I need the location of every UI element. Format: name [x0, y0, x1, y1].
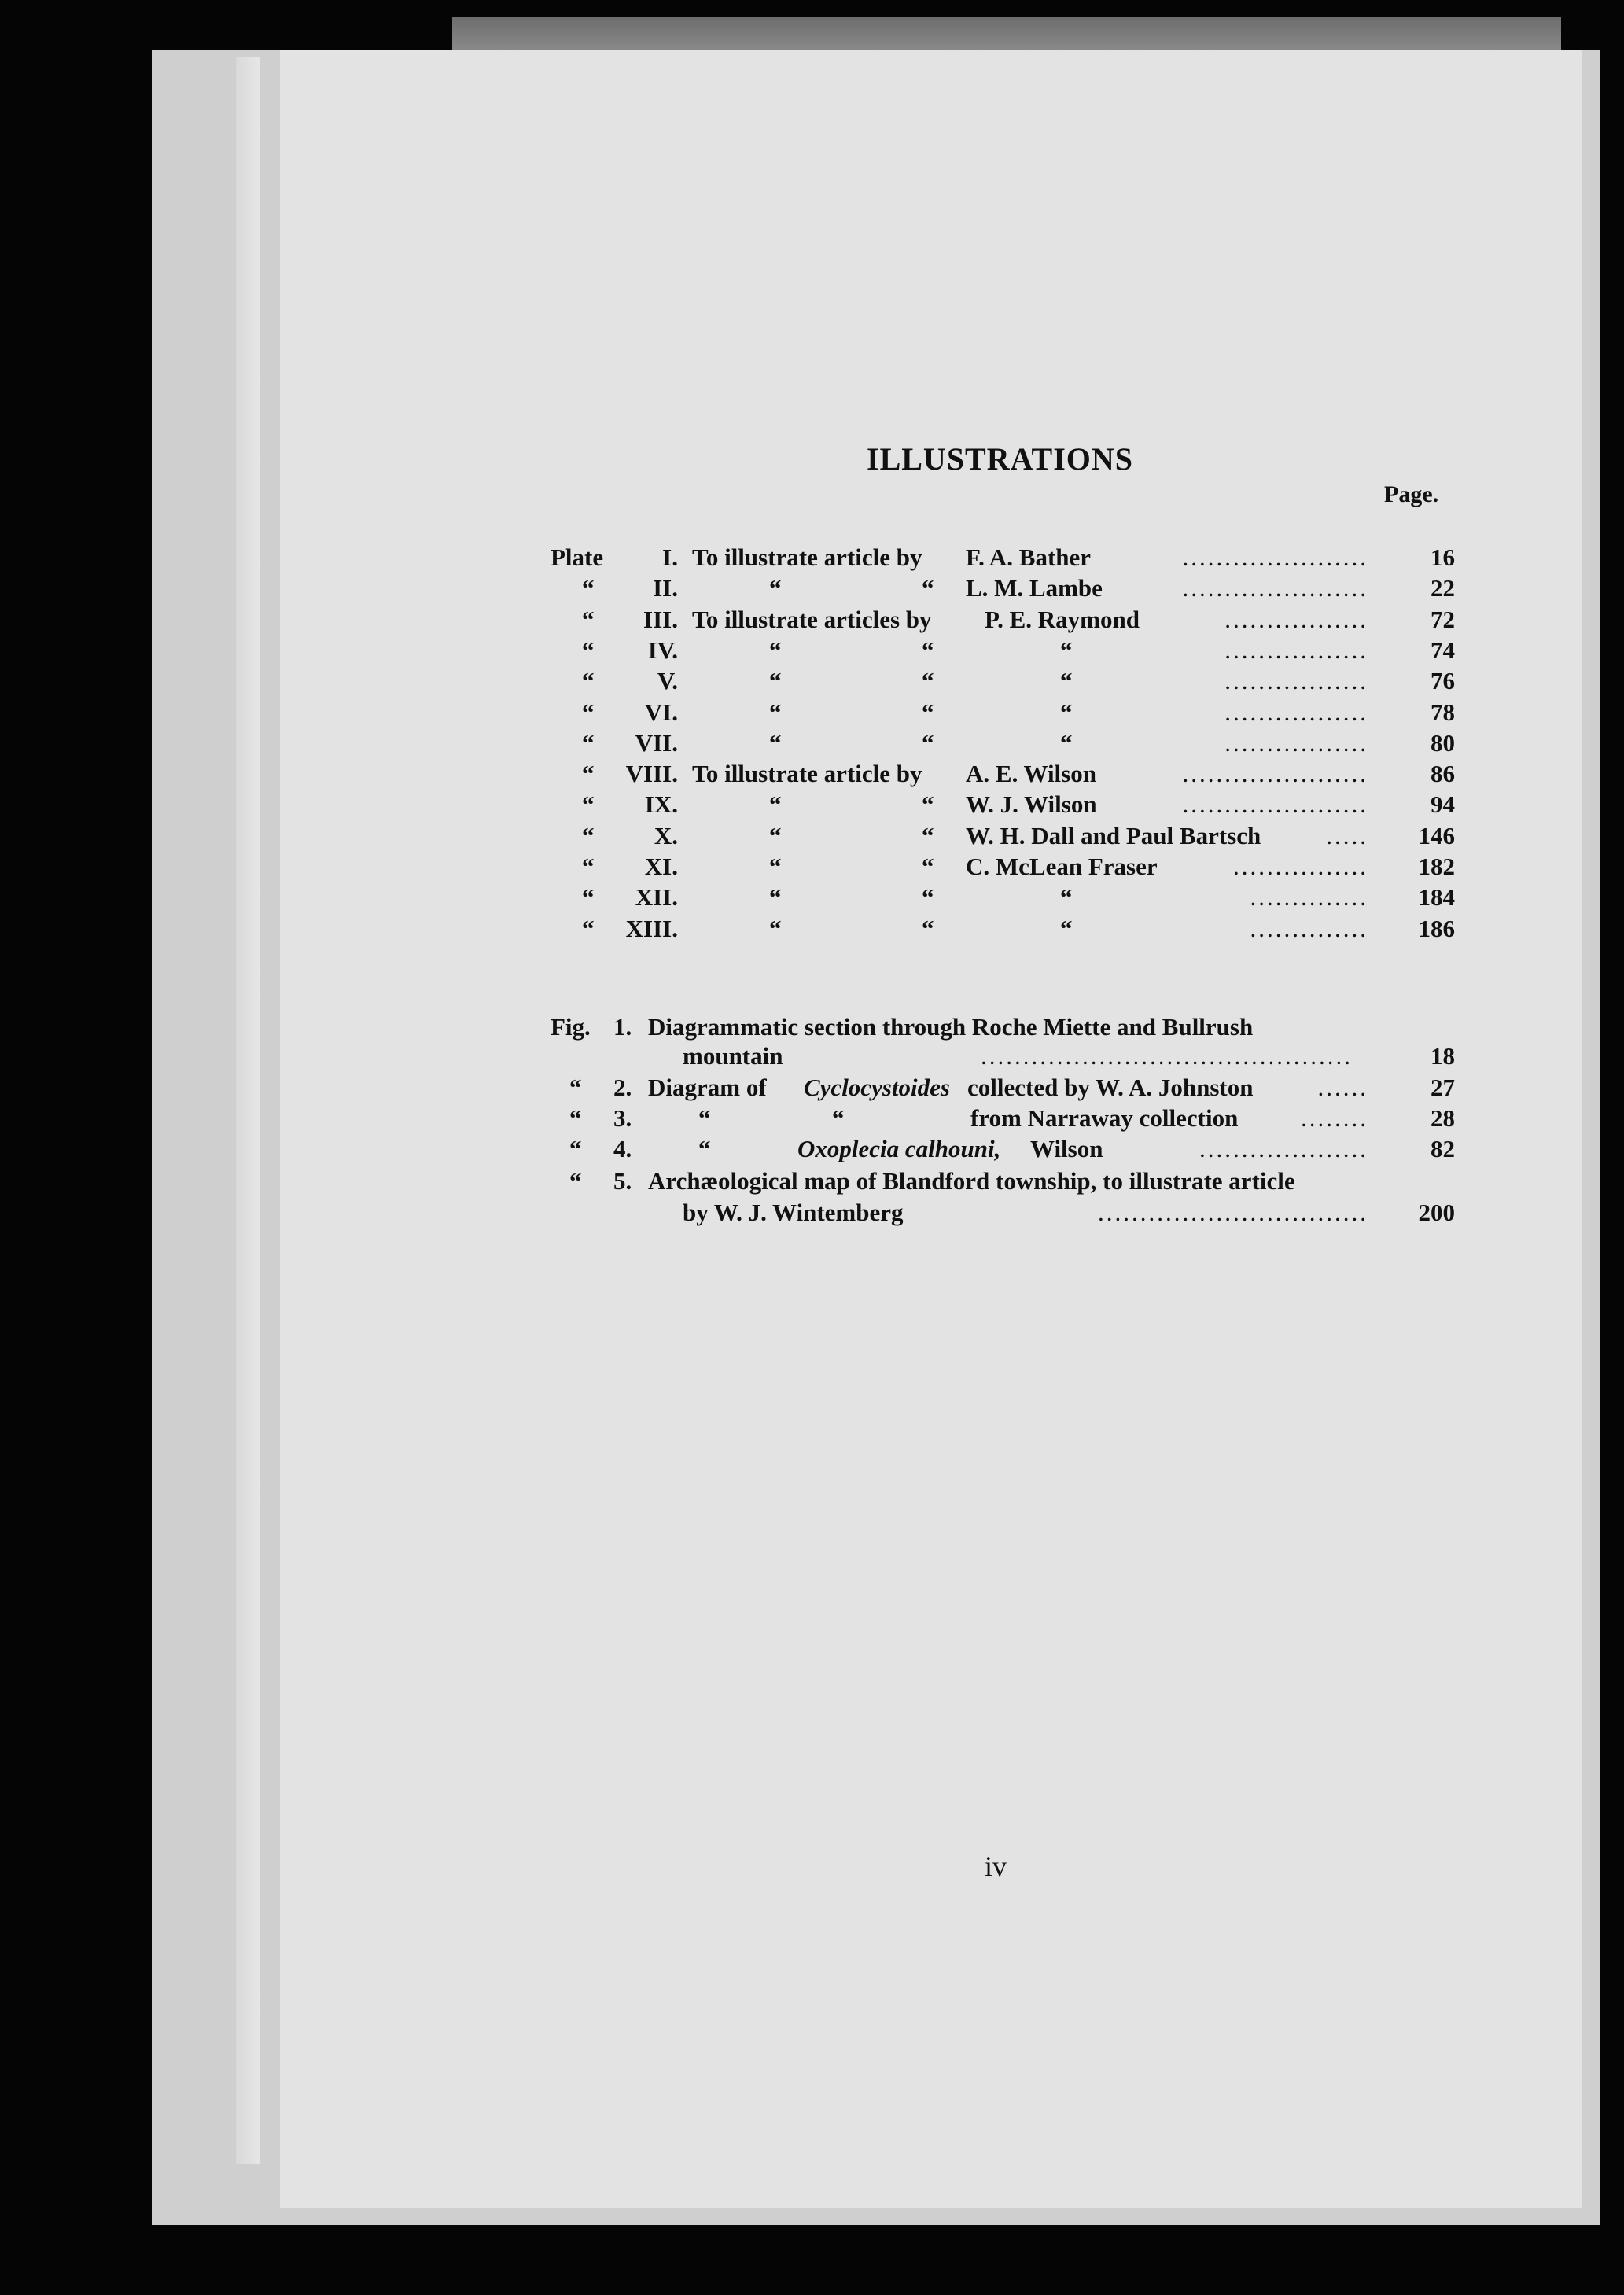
plate-numeral: V.	[657, 667, 678, 695]
plate-row	[551, 790, 1455, 820]
plate-row	[551, 821, 1455, 851]
figure-row	[551, 1073, 1455, 1103]
plate-numeral: XII.	[635, 883, 678, 912]
dot-leader: ......................	[1182, 574, 1368, 602]
ditto-mark: “	[922, 698, 934, 726]
ditto-mark: “	[582, 760, 595, 788]
figure-number: 1.	[613, 1013, 632, 1041]
plate-caption: To illustrate article by	[692, 760, 922, 788]
page-number: 76	[1431, 667, 1455, 695]
ditto-mark: “	[769, 667, 782, 695]
figure-number: 4.	[613, 1135, 632, 1162]
page-number: 72	[1431, 605, 1455, 633]
plate-numeral: IX.	[644, 790, 678, 819]
dot-leader: ......................	[1182, 543, 1368, 571]
figure-row	[551, 1166, 1455, 1196]
plate-row	[551, 698, 1455, 728]
figure-caption: Wilson	[1030, 1135, 1103, 1162]
figure-caption: Diagram of	[648, 1074, 767, 1101]
ditto-mark: “	[582, 635, 595, 664]
figure-caption-continued: mountain	[683, 1042, 783, 1070]
figure-caption-continued: by W. J. Wintemberg	[683, 1199, 904, 1226]
plate-author: P. E. Raymond	[985, 605, 1140, 633]
plate-author: W. J. Wilson	[966, 790, 1097, 819]
figure-row	[551, 1134, 1455, 1164]
plate-row	[551, 605, 1455, 635]
ditto-mark: “	[922, 821, 934, 849]
ditto-mark: “	[769, 574, 782, 602]
ditto-mark: “	[769, 914, 782, 942]
figure-row	[551, 1103, 1455, 1133]
plate-label: Plate	[551, 543, 604, 571]
plate-numeral: II.	[653, 574, 678, 602]
plate-row	[551, 666, 1455, 696]
figure-caption-end: collected by W. A. Johnston	[967, 1074, 1254, 1101]
plate-row	[551, 543, 1455, 573]
ditto-mark: “	[922, 635, 934, 664]
figure-caption: Diagrammatic section through Roche Miette and Bullrush	[648, 1013, 1254, 1041]
page-number: 182	[1418, 853, 1455, 880]
page-number: 146	[1418, 821, 1455, 849]
dot-leader: .................	[1224, 728, 1368, 757]
page-number: 184	[1418, 883, 1455, 912]
plate-row	[551, 882, 1455, 912]
dot-leader: ......................	[1182, 760, 1368, 788]
dot-leader: .................	[1224, 698, 1368, 726]
page-number: 186	[1418, 914, 1455, 942]
dot-leader: ....................	[1199, 1135, 1368, 1162]
ditto-mark: “	[1060, 883, 1073, 912]
ditto-mark: “	[769, 698, 782, 726]
dot-leader: ..............	[1250, 914, 1368, 942]
page-number: 74	[1431, 635, 1455, 664]
plate-numeral: VI.	[644, 698, 678, 726]
plate-caption: To illustrate article by	[692, 543, 922, 571]
plate-row	[551, 759, 1455, 789]
figure-label: Fig.	[551, 1013, 591, 1041]
plate-author: C. McLean Fraser	[966, 853, 1158, 880]
figure-number: 5.	[613, 1167, 632, 1195]
ditto-mark: “	[582, 574, 595, 602]
figure-taxon: Cyclocystoides	[804, 1074, 950, 1101]
ditto-mark: “	[1060, 914, 1073, 942]
dot-leader: ......................	[1182, 790, 1368, 819]
ditto-mark: “	[698, 1104, 711, 1132]
ditto-mark: “	[582, 728, 595, 757]
ditto-mark: “	[769, 883, 782, 912]
plate-numeral: VIII.	[625, 760, 678, 788]
figure-caption: Archæological map of Blandford township, to illustrate article	[648, 1167, 1295, 1195]
dot-leader: ..............	[1250, 883, 1368, 912]
ditto-mark: “	[698, 1135, 711, 1162]
dot-leader: .....	[1326, 821, 1368, 849]
ditto-mark: “	[922, 914, 934, 942]
page-number: 80	[1431, 728, 1455, 757]
figure-number: 3.	[613, 1104, 632, 1132]
ditto-mark: “	[769, 821, 782, 849]
page-number: 22	[1431, 574, 1455, 602]
plate-numeral: I.	[662, 543, 678, 571]
plate-row	[551, 635, 1455, 665]
page-number: 18	[1431, 1042, 1455, 1070]
page-number: 94	[1431, 790, 1455, 819]
folio-page-number: iv	[985, 1851, 1007, 1882]
dot-leader: .................	[1224, 605, 1368, 633]
plate-row	[551, 914, 1455, 944]
figure-row-continued	[551, 1041, 1455, 1071]
page-title: ILLUSTRATIONS	[867, 441, 1134, 477]
plate-author: L. M. Lambe	[966, 574, 1103, 602]
ditto-mark: “	[1060, 667, 1073, 695]
ditto-mark: “	[1060, 728, 1073, 757]
ditto-mark: “	[582, 853, 595, 880]
ditto-mark: “	[582, 883, 595, 912]
ditto-mark: “	[922, 574, 934, 602]
dot-leader: ........	[1301, 1104, 1368, 1132]
plate-author: F. A. Bather	[966, 543, 1092, 571]
plate-numeral: XI.	[644, 853, 678, 880]
dot-leader: ................................	[1098, 1199, 1368, 1226]
ditto-mark: “	[569, 1074, 582, 1101]
page-number: 200	[1418, 1199, 1455, 1226]
plate-row	[551, 728, 1455, 758]
page-number: 86	[1431, 760, 1455, 788]
plate-numeral: IV.	[647, 635, 678, 664]
figure-row-continued	[551, 1198, 1455, 1228]
page-number: 16	[1431, 543, 1455, 571]
ditto-mark: “	[582, 605, 595, 633]
page-column-header: Page.	[1384, 481, 1439, 507]
ditto-mark: “	[582, 698, 595, 726]
page-number: 78	[1431, 698, 1455, 726]
figure-taxon: Oxoplecia calhouni,	[797, 1135, 1001, 1162]
ditto-mark: “	[582, 667, 595, 695]
ditto-mark: “	[769, 728, 782, 757]
plate-numeral: XIII.	[625, 914, 678, 942]
plate-author: W. H. Dall and Paul Bartsch	[966, 821, 1261, 849]
plate-author: A. E. Wilson	[966, 760, 1096, 788]
plate-row	[551, 852, 1455, 882]
ditto-mark: “	[569, 1167, 582, 1195]
figure-row	[551, 1012, 1455, 1042]
plate-row	[551, 573, 1455, 603]
dot-leader: ................	[1233, 853, 1368, 880]
page-number: 28	[1431, 1104, 1455, 1132]
plate-numeral: VII.	[635, 728, 678, 757]
dot-leader: .................	[1224, 667, 1368, 695]
figure-number: 2.	[613, 1074, 632, 1101]
plate-caption: To illustrate articles by	[692, 605, 932, 633]
dot-leader: ......	[1317, 1074, 1368, 1101]
ditto-mark: “	[769, 790, 782, 819]
ditto-mark: “	[922, 790, 934, 819]
ditto-mark: “	[582, 790, 595, 819]
ditto-mark: “	[922, 728, 934, 757]
figure-caption: from Narraway collection	[970, 1104, 1239, 1132]
ditto-mark: “	[769, 635, 782, 664]
ditto-mark: “	[922, 667, 934, 695]
plate-numeral: X.	[654, 821, 678, 849]
dot-leader: .................	[1224, 635, 1368, 664]
ditto-mark: “	[769, 853, 782, 880]
ditto-mark: “	[569, 1135, 582, 1162]
ditto-mark: “	[1060, 698, 1073, 726]
plate-numeral: III.	[643, 605, 678, 633]
ditto-mark: “	[922, 883, 934, 912]
page-number: 27	[1431, 1074, 1455, 1101]
ditto-mark: “	[582, 914, 595, 942]
dot-leader: ............................................	[981, 1042, 1353, 1070]
ditto-mark: “	[922, 853, 934, 880]
ditto-mark: “	[569, 1104, 582, 1132]
ditto-mark: “	[582, 821, 595, 849]
ditto-mark: “	[832, 1104, 845, 1132]
ditto-mark: “	[1060, 635, 1073, 664]
page-number: 82	[1431, 1135, 1455, 1162]
